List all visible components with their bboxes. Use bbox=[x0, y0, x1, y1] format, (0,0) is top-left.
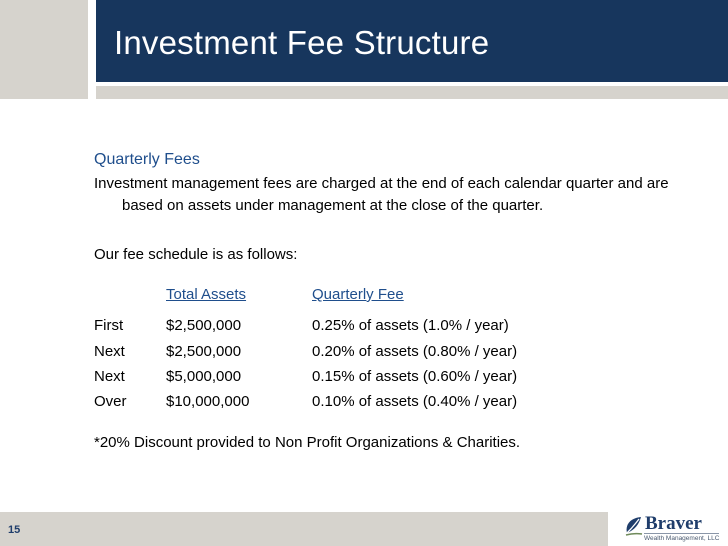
footnote: *20% Discount provided to Non Profit Organizations & Charities. bbox=[94, 434, 521, 451]
fee-row-assets: $10,000,000 bbox=[166, 393, 250, 410]
fee-row-tier: First bbox=[94, 317, 124, 334]
fee-row-tier: Next bbox=[94, 368, 125, 385]
description-line-1: Investment management fees are charged at the end of each calendar quarter and are bbox=[94, 175, 669, 192]
fee-row-fee: 0.10% of assets (0.40% / year) bbox=[312, 393, 518, 410]
fee-row-assets: $2,500,000 bbox=[166, 343, 242, 360]
fee-row-tier: Over bbox=[94, 393, 127, 410]
header-total-assets: Total Assets bbox=[166, 286, 247, 303]
left-decor-band bbox=[0, 0, 88, 99]
header-quarterly-fee: Quarterly Fee bbox=[312, 286, 404, 303]
fee-row-fee: 0.20% of assets (0.80% / year) bbox=[312, 343, 518, 360]
page-number: 15 bbox=[8, 524, 21, 536]
schedule-intro: Our fee schedule is as follows: bbox=[94, 246, 298, 263]
section-heading: Quarterly Fees bbox=[94, 151, 200, 168]
fee-row-fee: 0.15% of assets (0.60% / year) bbox=[312, 368, 518, 385]
logo-tagline: Wealth Management, LLC bbox=[644, 535, 720, 542]
title-underline-strip bbox=[96, 86, 728, 99]
leaf-logo-icon bbox=[624, 515, 644, 537]
fee-row-assets: $5,000,000 bbox=[166, 368, 242, 385]
fee-row-assets: $2,500,000 bbox=[166, 317, 242, 334]
logo-wordmark: Braver bbox=[645, 513, 702, 534]
fee-row-fee: 0.25% of assets (1.0% / year) bbox=[312, 317, 509, 334]
description-line-2: based on assets under management at the close of the quarter. bbox=[122, 197, 544, 214]
slide-title: Investment Fee Structure bbox=[114, 24, 490, 61]
fee-row-tier: Next bbox=[94, 343, 125, 360]
